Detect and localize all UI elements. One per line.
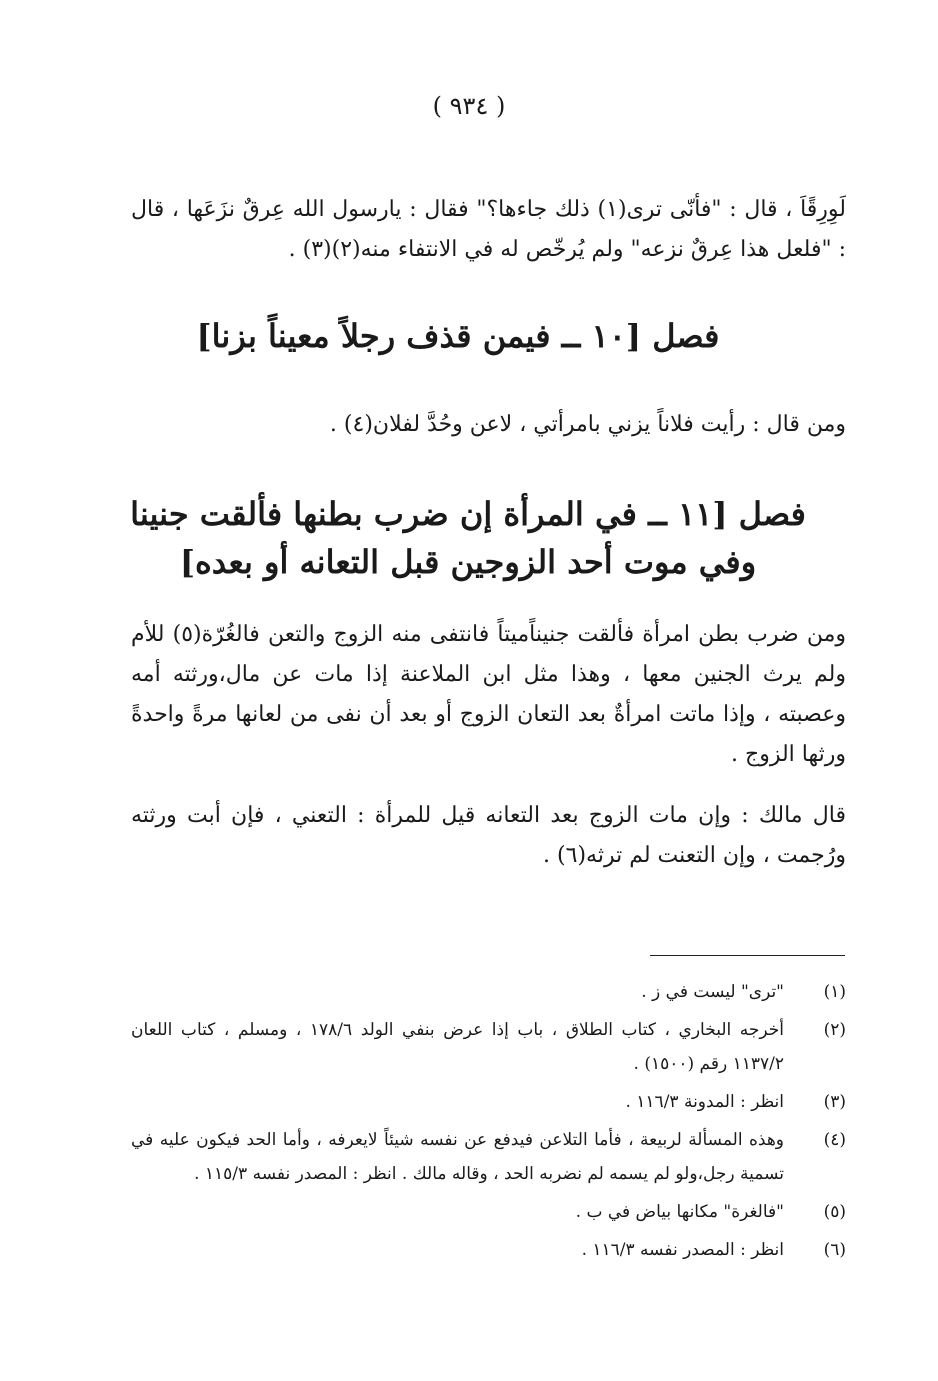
section-11-heading-line1: فصل [١١ ــ في المرأة إن ضرب بطنها فألقت جنينا [130, 495, 806, 533]
footnote [131, 975, 846, 1009]
footnote-text: انظر : المدونة ١١٦/٣ . [625, 1092, 784, 1112]
footnote [131, 1195, 846, 1229]
footnote-text: انظر : المصدر نفسه ١١٦/٣ . [581, 1240, 784, 1260]
footnote [131, 1233, 846, 1267]
footnote [131, 1123, 846, 1191]
section-10-paragraph [131, 405, 846, 445]
footnote-number: (٦) [823, 1240, 846, 1260]
section-11-paragraph-1-text: ومن ضرب بطن امرأة فألقت جنيناًميتاً فانتفى منه الزوج والتعن فالغُرّة(٥) للأم ولم يرث الجنين معها ، وهذا مثل ابن الملاعنة إذا مات عن مال،ورثته أمه وعصبته ، وإذا ماتت امرأةٌ بعد التعان الزوج أو بعد أن نفى من لعانها مرةً واحدةً ورثها الزوج . [131, 622, 847, 767]
footnote-number: (١) [823, 982, 846, 1002]
section-11-paragraph-2-text: قال مالك : وإن مات الزوج بعد التعانه قيل للمرأة : التعني ، فإن أبت ورثته ورُجمت ، وإن التعنت لم ترثه(٦) . [131, 803, 846, 868]
footnote-separator [650, 955, 845, 956]
intro-paragraph-text: لَوِرِقًاَ ، قال : "فأنّى ترى(١) ذلك جاءها؟" فقال : يارسول الله عِرقٌ نزَعَها ، قال : "فلعل هذا عِرقٌ نزعه" ولم يُرخّص له في الانتفاء منه(٢)(٣) . [131, 197, 846, 262]
section-10-paragraph-text: ومن قال : رأيت فلاناً يزني بامرأتي ، لاعن وحُدَّ لفلان(٤) . [329, 412, 846, 437]
footnote-number: (٤) [823, 1130, 846, 1150]
footnote [131, 1013, 846, 1081]
footnotes [131, 975, 846, 1271]
section-11-paragraph-1 [131, 615, 846, 775]
footnote-number: (٣) [823, 1092, 846, 1112]
section-11-paragraph-2 [131, 796, 846, 876]
footnote-text: أخرجه البخاري ، كتاب الطلاق ، باب إذا عرض بنفي الولد ١٧٨/٦ ، ومسلم ، كتاب اللعان ١١٣٧/٢ رقم (١٥٠٠) . [131, 1020, 784, 1074]
footnote-number: (٥) [823, 1202, 846, 1222]
intro-paragraph [131, 190, 846, 270]
section-11-heading-line2: وفي موت أحد الزوجين قبل التعانه أو بعده] [179, 543, 757, 581]
footnote-text: "ترى" ليست في ز . [641, 982, 784, 1002]
footnote-text: "فالغرة" مكانها بياض في ب . [575, 1202, 784, 1222]
page-number: ( ٩٣٤ ) [432, 92, 506, 120]
footnote [131, 1085, 846, 1119]
section-11-heading [108, 490, 828, 586]
section-10-heading: فصل [١٠ ــ فيمن قذف رجلاً معيناً بزنا] [196, 317, 720, 355]
footnote-text: وهذه المسألة لربيعة ، فأما التلاعن فيدفع عن نفسه شيئاً لايعرفه ، وأما الحد فيكون عليه في تسمية رجل،ولو لم يسمه لم نضربه الحد ، وقاله مالك . انظر : المصدر نفسه ١١٥/٣ . [131, 1130, 784, 1184]
footnote-number: (٢) [823, 1020, 846, 1040]
